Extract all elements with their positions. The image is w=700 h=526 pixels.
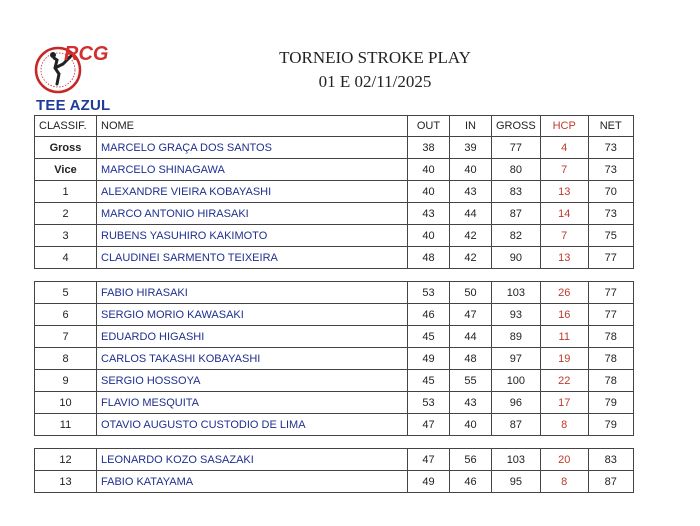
out-cell: 40 — [408, 159, 450, 181]
classif-cell: 3 — [35, 225, 97, 247]
classif-cell: 13 — [35, 471, 97, 493]
table-row — [35, 159, 634, 181]
in-cell: 47 — [450, 304, 492, 326]
hcp-cell: 8 — [540, 414, 588, 436]
table-row — [35, 414, 634, 436]
hcp-cell: 8 — [540, 471, 588, 493]
net-cell: 79 — [588, 414, 633, 436]
in-cell: 40 — [450, 159, 492, 181]
player-name-cell: ALEXANDRE VIEIRA KOBAYASHI — [97, 181, 408, 203]
gross-cell: 103 — [492, 282, 541, 304]
player-name-cell: CARLOS TAKASHI KOBAYASHI — [97, 348, 408, 370]
hcp-cell: 13 — [540, 181, 588, 203]
classif-cell: 2 — [35, 203, 97, 225]
player-name-cell: CLAUDINEI SARMENTO TEIXEIRA — [97, 247, 408, 269]
net-cell: 75 — [588, 225, 633, 247]
table-row — [35, 282, 634, 304]
net-cell: 87 — [588, 471, 633, 493]
classif-cell: 8 — [35, 348, 97, 370]
in-cell: 39 — [450, 137, 492, 159]
tee-label: TEE AZUL — [36, 97, 111, 114]
tournament-date: 01 E 02/11/2025 — [318, 72, 432, 91]
column-header: GROSS — [492, 116, 541, 137]
net-cell: 78 — [588, 326, 633, 348]
out-cell: 47 — [408, 414, 450, 436]
column-header: CLASSIF. — [35, 116, 97, 137]
classif-cell: 7 — [35, 326, 97, 348]
in-cell: 42 — [450, 247, 492, 269]
table-row — [35, 181, 634, 203]
net-cell: 77 — [588, 282, 633, 304]
gross-cell: 103 — [492, 449, 541, 471]
net-cell: 78 — [588, 348, 633, 370]
in-cell: 44 — [450, 326, 492, 348]
in-cell: 46 — [450, 471, 492, 493]
hcp-cell: 14 — [540, 203, 588, 225]
table-row — [35, 304, 634, 326]
classif-cell: 6 — [35, 304, 97, 326]
classif-cell: Vice — [35, 159, 97, 181]
gross-cell: 89 — [492, 326, 541, 348]
hcp-cell: 13 — [540, 247, 588, 269]
table-header-row — [35, 116, 634, 137]
out-cell: 43 — [408, 203, 450, 225]
logo-lettering: RCG — [64, 43, 109, 65]
out-cell: 38 — [408, 137, 450, 159]
classif-cell: 5 — [35, 282, 97, 304]
in-cell: 43 — [450, 181, 492, 203]
player-name-cell: MARCELO SHINAGAWA — [97, 159, 408, 181]
player-name-cell: SERGIO HOSSOYA — [97, 370, 408, 392]
in-cell: 55 — [450, 370, 492, 392]
gross-cell: 80 — [492, 159, 541, 181]
gross-cell: 83 — [492, 181, 541, 203]
in-cell: 43 — [450, 392, 492, 414]
in-cell: 44 — [450, 203, 492, 225]
table-row — [35, 225, 634, 247]
out-cell: 45 — [408, 370, 450, 392]
gross-cell: 87 — [492, 414, 541, 436]
net-cell: 73 — [588, 203, 633, 225]
gross-cell: 97 — [492, 348, 541, 370]
hcp-cell: 7 — [540, 159, 588, 181]
classif-cell: 11 — [35, 414, 97, 436]
net-cell: 70 — [588, 181, 633, 203]
hcp-cell: 26 — [540, 282, 588, 304]
column-header: NET — [588, 116, 633, 137]
player-name-cell: MARCO ANTONIO HIRASAKI — [97, 203, 408, 225]
net-cell: 73 — [588, 137, 633, 159]
in-cell: 42 — [450, 225, 492, 247]
classif-cell: 4 — [35, 247, 97, 269]
hcp-cell: 19 — [540, 348, 588, 370]
gross-cell: 100 — [492, 370, 541, 392]
table-row — [35, 137, 634, 159]
gross-cell: 87 — [492, 203, 541, 225]
classif-cell: 1 — [35, 181, 97, 203]
table-row — [35, 326, 634, 348]
net-cell: 73 — [588, 159, 633, 181]
out-cell: 53 — [408, 392, 450, 414]
table-row — [35, 348, 634, 370]
net-cell: 79 — [588, 392, 633, 414]
player-name-cell: EDUARDO HIGASHI — [97, 326, 408, 348]
player-name-cell: MARCELO GRAÇA DOS SANTOS — [97, 137, 408, 159]
net-cell: 77 — [588, 304, 633, 326]
hcp-cell: 11 — [540, 326, 588, 348]
player-name-cell: RUBENS YASUHIRO KAKIMOTO — [97, 225, 408, 247]
out-cell: 40 — [408, 181, 450, 203]
table-row — [35, 203, 634, 225]
classif-cell: 10 — [35, 392, 97, 414]
out-cell: 49 — [408, 471, 450, 493]
hcp-cell: 20 — [540, 449, 588, 471]
table-row — [35, 449, 634, 471]
gross-cell: 82 — [492, 225, 541, 247]
player-name-cell: FABIO HIRASAKI — [97, 282, 408, 304]
table-row — [35, 247, 634, 269]
out-cell: 40 — [408, 225, 450, 247]
out-cell: 45 — [408, 326, 450, 348]
classif-cell: Gross — [35, 137, 97, 159]
gross-cell: 96 — [492, 392, 541, 414]
net-cell: 78 — [588, 370, 633, 392]
player-name-cell: FABIO KATAYAMA — [97, 471, 408, 493]
out-cell: 48 — [408, 247, 450, 269]
column-header: IN — [450, 116, 492, 137]
gross-cell: 77 — [492, 137, 541, 159]
table-row — [35, 471, 634, 493]
player-name-cell: OTAVIO AUGUSTO CUSTODIO DE LIMA — [97, 414, 408, 436]
table-row — [35, 370, 634, 392]
classif-cell: 12 — [35, 449, 97, 471]
hcp-cell: 16 — [540, 304, 588, 326]
table-row — [35, 392, 634, 414]
column-header: OUT — [408, 116, 450, 137]
player-name-cell: LEONARDO KOZO SASAZAKI — [97, 449, 408, 471]
tournament-title: TORNEIO STROKE PLAY — [279, 48, 471, 67]
in-cell: 56 — [450, 449, 492, 471]
gross-cell: 95 — [492, 471, 541, 493]
results-table — [34, 115, 634, 493]
title-block — [0, 46, 700, 94]
hcp-cell: 22 — [540, 370, 588, 392]
in-cell: 50 — [450, 282, 492, 304]
player-name-cell: SERGIO MORIO KAWASAKI — [97, 304, 408, 326]
out-cell: 49 — [408, 348, 450, 370]
in-cell: 40 — [450, 414, 492, 436]
out-cell: 46 — [408, 304, 450, 326]
in-cell: 48 — [450, 348, 492, 370]
out-cell: 53 — [408, 282, 450, 304]
gross-cell: 90 — [492, 247, 541, 269]
net-cell: 77 — [588, 247, 633, 269]
player-name-cell: FLAVIO MESQUITA — [97, 392, 408, 414]
out-cell: 47 — [408, 449, 450, 471]
hcp-cell: 7 — [540, 225, 588, 247]
gross-cell: 93 — [492, 304, 541, 326]
column-header: HCP — [540, 116, 588, 137]
net-cell: 83 — [588, 449, 633, 471]
hcp-cell: 17 — [540, 392, 588, 414]
hcp-cell: 4 — [540, 137, 588, 159]
column-header: NOME — [97, 116, 408, 137]
classif-cell: 9 — [35, 370, 97, 392]
